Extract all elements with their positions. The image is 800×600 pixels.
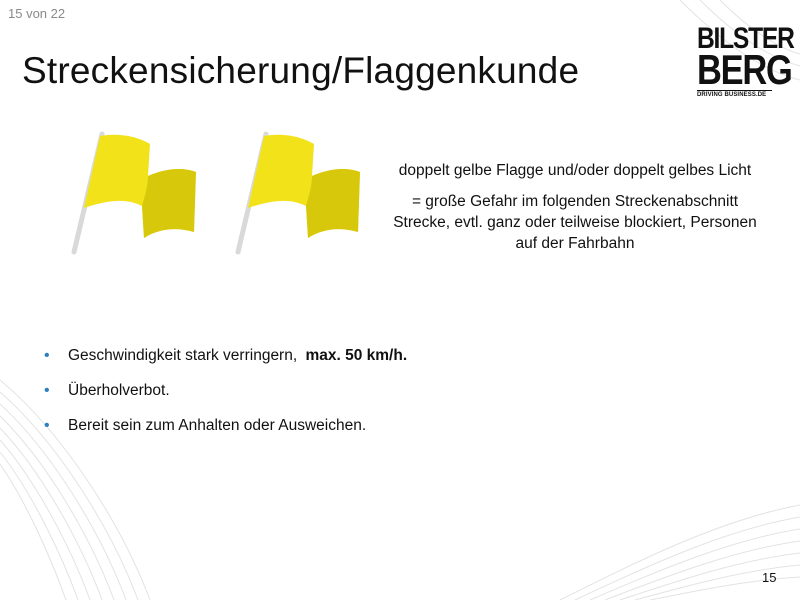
list-item (44, 416, 407, 436)
flag-description (392, 160, 758, 264)
page-indicator: 15 von 22 (8, 6, 66, 21)
bullet-text: Überholverbot. (68, 382, 170, 399)
list-item (44, 381, 407, 401)
description-line-2: = große Gefahr im folgenden Streckenabschnitt Strecke, evtl. ganz oder teilweise blockiert, Personen auf der Fahrbahn (393, 193, 757, 252)
slide-number: 15 (762, 570, 777, 585)
yellow-flag-icon (62, 128, 202, 256)
bullet-icon: • (44, 347, 50, 364)
logo-line-2: BERG (697, 46, 792, 93)
bilster-berg-logo (697, 22, 794, 98)
instruction-list (44, 346, 407, 451)
bullet-text: Geschwindigkeit stark verringern, (68, 347, 298, 364)
list-item (44, 346, 407, 366)
bullet-icon: • (44, 417, 50, 434)
bullet-bold-text: max. 50 km/h. (305, 347, 408, 364)
yellow-flag-icon (226, 128, 366, 256)
logo-line-1: BILSTER (697, 22, 794, 55)
bullet-icon: • (44, 382, 50, 399)
bullet-text: Bereit sein zum Anhalten oder Ausweichen. (68, 417, 367, 434)
description-line-1: doppelt gelbe Flagge und/oder doppelt gelbes Licht (398, 162, 752, 179)
page-title: Streckensicherung/Flaggenkunde (22, 50, 580, 91)
logo-tagline: DRIVING BUSINESS.DE (697, 90, 772, 98)
